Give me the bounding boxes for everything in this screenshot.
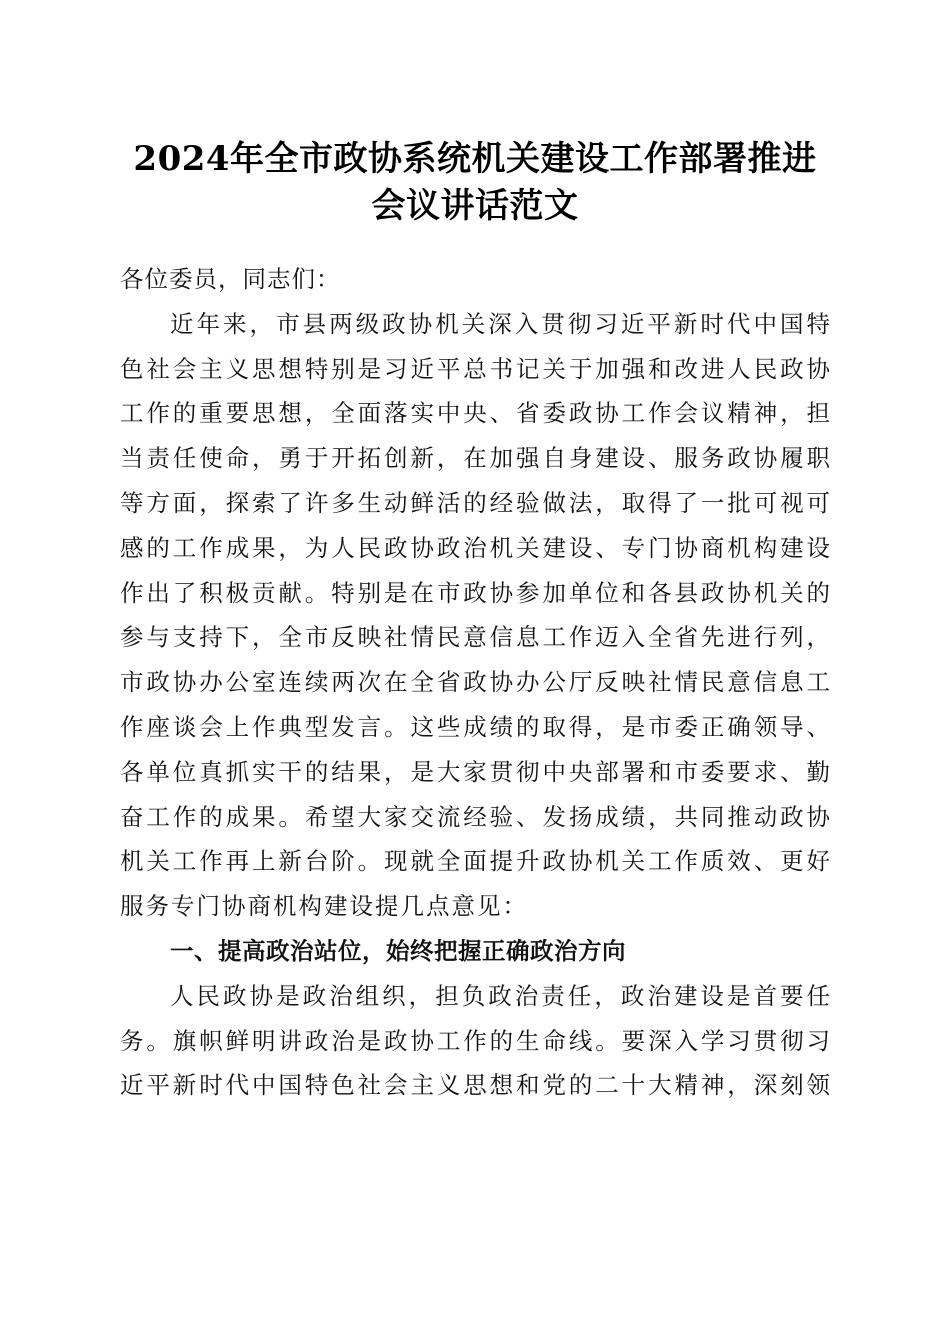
salutation: 各位委员，同志们： <box>120 265 341 293</box>
paragraph-line: 务。旗帜鲜明讲政治是政协工作的生命线。要深入学习贯彻习 <box>120 1026 832 1055</box>
document-title <box>100 136 850 230</box>
paragraph-line: 色社会主义思想特别是习近平总书记关于加强和改进人民政协 <box>120 354 832 383</box>
paragraph-line: 服务专门协商机构建设提几点意见： <box>120 892 528 921</box>
section-heading: 一、提高政治站位，始终把握正确政治方向 <box>170 936 626 965</box>
paragraph-line: 参与支持下，全市反映社情民意信息工作迈入全省先进行列， <box>120 623 832 652</box>
paragraph-line: 作出了积极贡献。特别是在市政协参加单位和各县政协机关的 <box>120 578 832 607</box>
paragraph-line: 市政协办公室连续两次在全省政协办公厅反映社情民意信息工 <box>120 668 832 697</box>
paragraph-line: 感的工作成果，为人民政协政治机关建设、专门协商机构建设 <box>120 533 832 562</box>
paragraph-line: 人民政协是政治组织，担负政治责任，政治建设是首要任 <box>170 981 832 1010</box>
paragraph-line: 当责任使命，勇于开拓创新，在加强自身建设、服务政协履职 <box>120 444 832 473</box>
paragraph-line: 等方面，探索了许多生动鲜活的经验做法，取得了一批可视可 <box>120 488 832 517</box>
paragraph-section-1 <box>120 974 832 1108</box>
paragraph-intro <box>120 302 832 929</box>
paragraph-line: 作座谈会上作典型发言。这些成绩的取得，是市委正确领导、 <box>120 712 832 741</box>
document-body <box>120 257 832 1108</box>
paragraph-line: 奋工作的成果。希望大家交流经验、发扬成绩，共同推动政协 <box>120 802 832 831</box>
title-line: 会议讲话范文 <box>371 186 579 226</box>
paragraph-line: 近年来，市县两级政协机关深入贯彻习近平新时代中国特 <box>170 309 832 338</box>
paragraph-line: 机关工作再上新台阶。现就全面提升政协机关工作质效、更好 <box>120 847 832 876</box>
paragraph-line: 工作的重要思想，全面落实中央、省委政协工作会议精神，担 <box>120 399 832 428</box>
paragraph-line: 近平新时代中国特色社会主义思想和党的二十大精神，深刻领 <box>120 1071 832 1100</box>
title-line: 2024年全市政协系统机关建设工作部署推进 <box>133 139 817 179</box>
paragraph-line: 各单位真抓实干的结果，是大家贯彻中央部署和市委要求、勤 <box>120 757 832 786</box>
